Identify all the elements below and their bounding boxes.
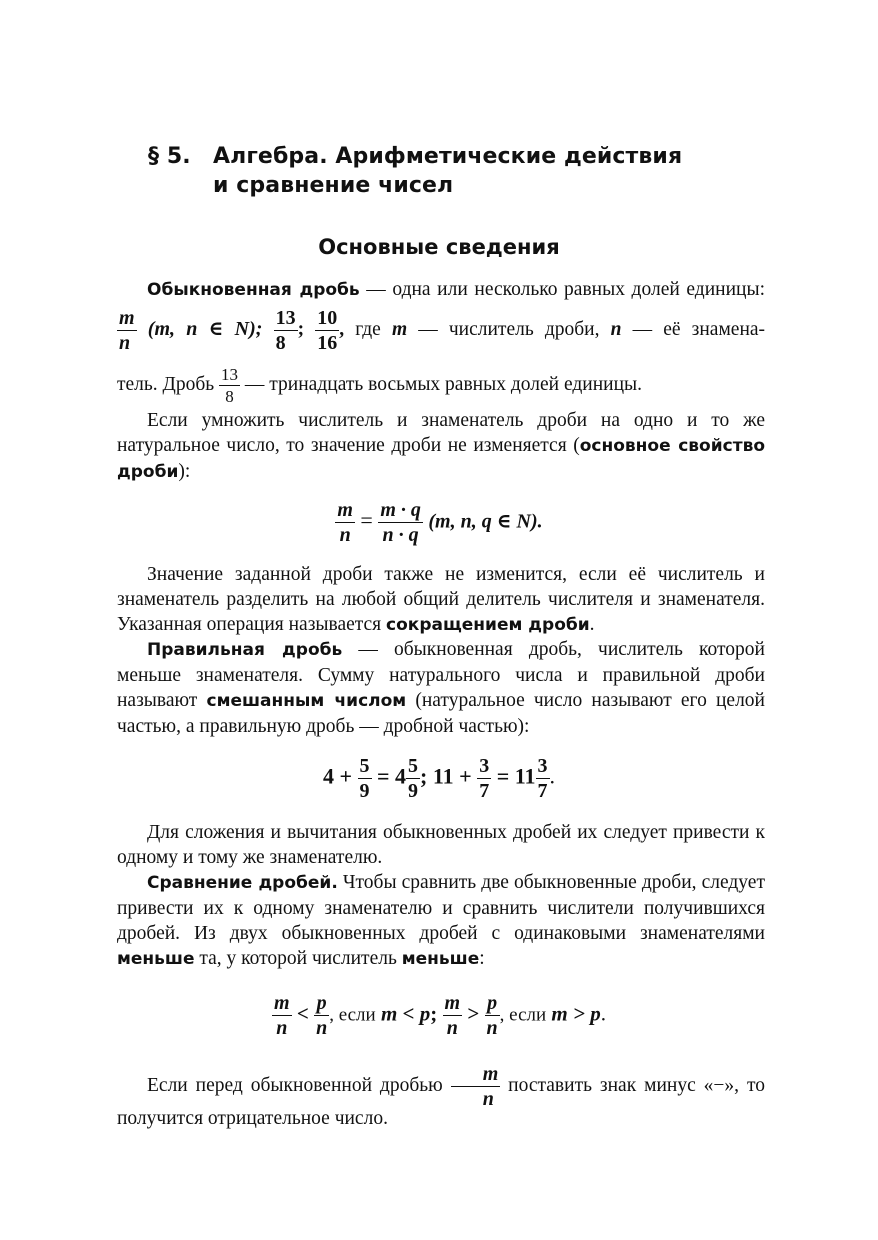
paragraph-comparison bbox=[117, 870, 765, 972]
term-mixed-number: смешанным числом bbox=[206, 691, 407, 711]
denominator: n bbox=[486, 1017, 498, 1039]
numerator: 5 bbox=[359, 755, 370, 777]
text: поставить знак минус «−», то bbox=[500, 1075, 765, 1096]
variable-m: m bbox=[391, 319, 408, 340]
term-comparison: Сравнение дробей. bbox=[147, 873, 338, 893]
denominator: n bbox=[316, 1017, 328, 1039]
denominator: 8 bbox=[219, 385, 240, 405]
text: Если перед обыкновенной дробью bbox=[147, 1075, 451, 1096]
text: где bbox=[355, 319, 381, 340]
denominator: n bbox=[451, 1086, 501, 1109]
text: , если bbox=[329, 1004, 376, 1026]
text: Значение заданной дроби также не изменится, если её числитель и знаменатель разделить на любой общий делитель числителя и знаменателя. Указанная операция называется bbox=[117, 564, 765, 635]
text: . bbox=[589, 614, 595, 635]
section-title-line-1: Алгебра. Арифметические действия bbox=[213, 144, 683, 169]
dash: — bbox=[407, 319, 449, 340]
denominator: n bbox=[272, 1015, 292, 1038]
paragraph-reduction bbox=[117, 562, 765, 638]
numerator: 10 bbox=[317, 307, 338, 330]
paragraph-proper-fraction bbox=[117, 637, 765, 739]
paragraph-basic-property bbox=[117, 408, 765, 485]
term: 4 + bbox=[322, 763, 352, 789]
term: = 11 bbox=[496, 763, 536, 789]
text: та, у которой числитель bbox=[194, 948, 402, 969]
fraction-m-n bbox=[272, 993, 292, 1038]
paragraph-common-denominator bbox=[117, 820, 765, 870]
numerator: 3 bbox=[479, 755, 490, 777]
numerator: m bbox=[482, 1063, 499, 1086]
numerator: 13 bbox=[275, 307, 296, 330]
fraction-m-n bbox=[117, 308, 137, 353]
fraction-13-8 bbox=[274, 308, 298, 353]
fraction-p-n bbox=[314, 993, 329, 1038]
numerator: p bbox=[316, 992, 327, 1014]
term-proper-fraction: Правильная дробь bbox=[147, 640, 343, 660]
text: , если bbox=[499, 1004, 547, 1026]
subheading: Основные сведения bbox=[318, 235, 560, 259]
term: = 4 bbox=[377, 763, 407, 789]
numerator: m bbox=[444, 992, 461, 1014]
section-number: § 5. bbox=[148, 144, 191, 169]
section-title-line-2: и сравнение чисел bbox=[213, 173, 454, 198]
numerator: p bbox=[487, 992, 498, 1014]
fraction-3-7-mixed bbox=[536, 756, 550, 801]
paragraph-definition-line-3 bbox=[117, 362, 765, 408]
fraction-5-9-mixed bbox=[406, 756, 420, 801]
fraction-m-n bbox=[451, 1064, 501, 1109]
text: ): bbox=[178, 461, 191, 482]
numerator: 3 bbox=[537, 755, 548, 777]
paragraph-definition-line-2 bbox=[117, 306, 766, 355]
comparison: m < p bbox=[380, 1001, 431, 1026]
formula-mixed-numbers bbox=[0, 756, 878, 801]
fraction-mq-nq bbox=[378, 500, 423, 545]
fraction-13-8-text bbox=[219, 366, 240, 405]
text: Для сложения и вычитания обыкновенных дробей их следует привести к одному и тому же знаменателю. bbox=[117, 822, 765, 868]
text: — тринадцать восьмых равных долей единицы. bbox=[240, 374, 642, 395]
fraction-3-7 bbox=[477, 756, 491, 801]
text: (натуральное число называют его целой частью, а правильную дробь — дробной частью): bbox=[117, 690, 765, 737]
term: ; 11 + bbox=[420, 763, 472, 789]
fraction-m-n bbox=[335, 500, 355, 545]
comma: , bbox=[339, 319, 345, 340]
period: . bbox=[600, 1001, 606, 1026]
fraction-m-n bbox=[443, 993, 463, 1038]
term-less: меньше bbox=[117, 949, 195, 969]
less-than: < bbox=[296, 1001, 309, 1026]
denominator: 9 bbox=[408, 780, 419, 802]
numerator: m bbox=[274, 992, 290, 1014]
paragraph-negative-line-1 bbox=[117, 1063, 765, 1109]
text: получится отрицательное число. bbox=[117, 1108, 388, 1129]
text: — обыкновенная дробь, числитель которой меньше знаменателя. Сумму натурального числа и правильной дроби называют bbox=[117, 639, 765, 711]
fraction-p-n bbox=[485, 993, 500, 1038]
text: Если умножить числитель и знаменатель дроби на одно и то же натуральное число, то значение дроби не изменяется ( bbox=[117, 410, 765, 456]
greater-than: > bbox=[467, 1001, 480, 1026]
numerator: 5 bbox=[408, 755, 419, 777]
text: числитель дроби, bbox=[448, 319, 600, 340]
text: — одна или несколько равных долей единицы: bbox=[359, 279, 765, 300]
variable-n: n bbox=[610, 319, 622, 340]
denominator: 7 bbox=[479, 780, 490, 802]
separator: ; bbox=[297, 319, 305, 340]
fraction-5-9 bbox=[358, 756, 372, 801]
equals: = bbox=[360, 507, 373, 533]
fraction-10-16 bbox=[315, 308, 339, 353]
denominator: 7 bbox=[537, 780, 548, 802]
numerator: 13 bbox=[221, 365, 239, 385]
term-common-fraction: Обыкновенная дробь bbox=[147, 280, 360, 300]
condition: (m, n, q ∈ N). bbox=[428, 510, 543, 533]
denominator: 8 bbox=[274, 330, 298, 353]
denominator: 9 bbox=[359, 780, 370, 802]
period: . bbox=[549, 763, 556, 789]
formula-comparison bbox=[0, 993, 878, 1038]
paragraph-definition-line-1 bbox=[117, 277, 765, 303]
text: её знамена- bbox=[663, 319, 766, 340]
denominator: n bbox=[443, 1015, 463, 1038]
formula-basic-property bbox=[0, 500, 878, 545]
comparison: m > p bbox=[551, 1001, 601, 1026]
term-reduction: сокращением дроби bbox=[386, 615, 590, 635]
numerator: m bbox=[119, 307, 135, 330]
text: Чтобы сравнить две обыкновенные дроби, следует привести их к одному знаменателю и сравнить числители получившихся дробей. Из двух обыкновенных дробей с одинаковыми знаменателями bbox=[117, 872, 765, 944]
numerator: m · q bbox=[380, 499, 421, 521]
denominator: n bbox=[335, 522, 355, 545]
paragraph-negative-line-2 bbox=[117, 1106, 765, 1131]
term-basic-property: основное свойство дроби bbox=[117, 436, 766, 482]
text: тель. Дробь bbox=[117, 374, 220, 395]
condition: (m, n ∈ N); bbox=[136, 318, 263, 340]
numerator: m bbox=[337, 499, 353, 521]
denominator: 16 bbox=[317, 332, 338, 355]
term-less: меньше bbox=[401, 949, 480, 969]
dash: — bbox=[621, 319, 664, 340]
denominator: n · q bbox=[378, 522, 423, 545]
text: : bbox=[479, 948, 485, 969]
separator: ; bbox=[430, 1001, 438, 1026]
denominator: n bbox=[117, 330, 137, 353]
